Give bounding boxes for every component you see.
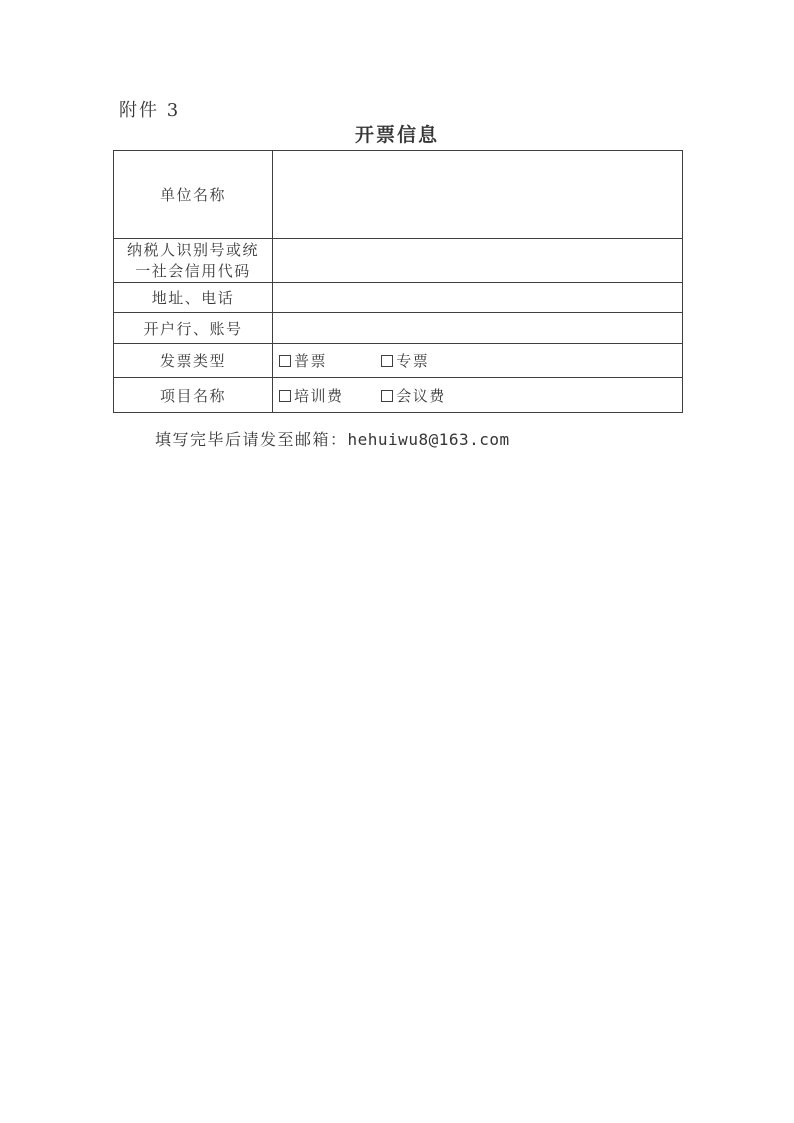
table-row-address xyxy=(114,283,683,313)
table-row-project xyxy=(114,378,683,413)
checkbox-conference-fee-icon[interactable] xyxy=(381,390,393,402)
option-training-fee[interactable] xyxy=(279,385,375,406)
invoice-info-table xyxy=(113,150,683,413)
taxid-label: 纳税人识别号或统一社会信用代码 xyxy=(126,240,259,280)
address-phone-field[interactable] xyxy=(273,283,683,313)
table-row-taxid xyxy=(114,239,683,283)
checkbox-general-invoice-icon[interactable] xyxy=(279,355,291,367)
taxid-field[interactable] xyxy=(273,239,683,283)
table-row-invoice-type xyxy=(114,344,683,378)
project-options-cell xyxy=(273,378,683,413)
invoice-type-label: 发票类型 xyxy=(114,344,273,378)
checkbox-special-invoice-icon[interactable] xyxy=(381,355,393,367)
option-conference-fee-label: 会议费 xyxy=(396,386,446,405)
option-special-invoice[interactable] xyxy=(381,350,429,371)
taxid-label-cell xyxy=(114,239,273,283)
invoice-type-options-cell xyxy=(273,344,683,378)
company-name-label: 单位名称 xyxy=(114,151,273,239)
project-name-label: 项目名称 xyxy=(114,378,273,413)
table-row-company xyxy=(114,151,683,239)
option-conference-fee[interactable] xyxy=(381,385,446,406)
option-general-invoice-label: 普票 xyxy=(294,352,328,370)
company-name-field[interactable] xyxy=(273,151,683,239)
bank-account-field[interactable] xyxy=(273,313,683,344)
footer-email: hehuiwu8@163.com xyxy=(347,430,510,449)
footer-note xyxy=(155,427,510,450)
footer-note-label: 填写完毕后请发至邮箱： xyxy=(155,430,348,449)
checkbox-training-fee-icon[interactable] xyxy=(279,390,291,402)
page-title: 开票信息 xyxy=(354,124,439,146)
option-training-fee-label: 培训费 xyxy=(294,386,344,405)
option-special-invoice-label: 专票 xyxy=(396,352,430,370)
option-general-invoice[interactable] xyxy=(279,350,375,371)
address-phone-label: 地址、电话 xyxy=(114,283,273,313)
attachment-label: 附件 3 xyxy=(119,100,181,121)
table-row-bank xyxy=(114,313,683,344)
bank-account-label: 开户行、账号 xyxy=(114,313,273,344)
